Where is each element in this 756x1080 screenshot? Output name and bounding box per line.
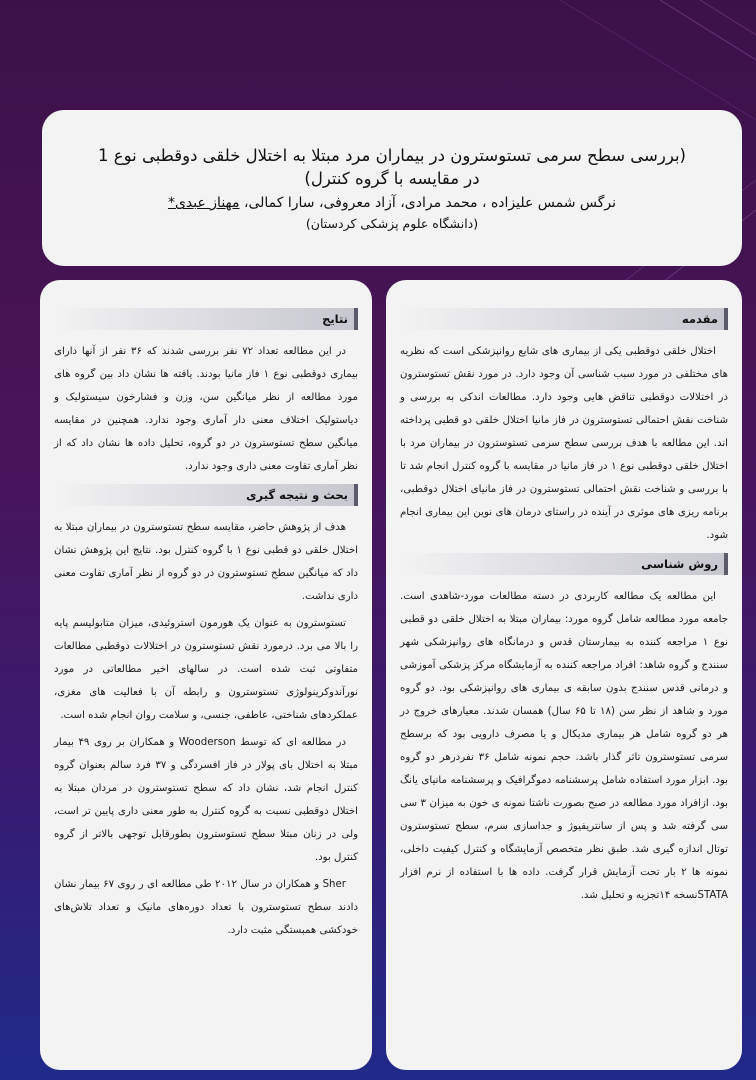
section-heading-methods: روش شناسی [400,553,728,575]
author-list: نرگس شمس علیزاده ، محمد مرادی، آزاد معروفی، سارا کمالی، [239,195,617,211]
discussion-paragraph: هدف از پژوهش حاضر، مقایسه سطح تستوسترون در بیماران مبتلا به اختلال خلقی دو قطبی نوع ۱ با گروه کنترل بود. نتایج این پژوهش نشان داد که میانگین سطح تستوسترون در دو گروه از نظر آماری تفاوت معنی داری نداشت. [54,522,359,602]
discussion-paragraph: تستوسترون به عنوان یک هورمون استروئیدی، میزان متابولیسم پایه را بالا می برد. درمورد نقش تستوسترون در اختلالات دوقطبی مطالعات متفاوتی ثبت شده است. در سالهای اخیر مطالعاتی در مورد نورآندوکرینولوژی تستوسترون و رابطه آن با فعالیت های مغزی، عملکردهای شناختی، عاطفی، جنسی، و سلامت روان انجام شده است. [54,618,358,721]
affiliation: (دانشگاه علوم پزشکی کردستان) [305,216,479,231]
section-heading-discussion: بحث و نتیجه گیری [54,484,358,506]
results-text: در این مطالعه تعداد ۷۲ نفر بررسی شدند که ۳۶ نفر از آنها دارای بیماری دوقطبی نوع ۱ فاز مانیا بودند. یافته ها نشان داد بین گروه های مورد مطالعه از نظر میانگین سن، وزن و فشارخون سیستولیک و دیاستولیک اختلاف معنی دار آماری وجود ندارد. همچنین در مقایسه میانگین سطح تستوسترون در دو گروه، تحلیل داده ها نشان داد که از نظر آماری تفاوت معنی داری وجود ندارد. [54,346,358,472]
discussion-paragraph: در مطالعه ای که توسط Wooderson و همکاران بر روی ۴۹ بیمار مبتلا به اختلال بای پولار در فاز افسردگی و ۳۷ فرد سالم بعنوان گروه کنترل انجام شد، نشان داد که سطح تستوسترون در مردان مبتلا به اختلال دوقطبی نسبت به گروه کنترل به طور معنی داری پایین تر است، ولی در زنان مبتلا سطح تستوسترون بطورقابل توجهی بالاتر از گروه کنترل بود. [54,737,358,863]
title-panel [42,110,742,266]
discussion-paragraph: Sher و همکاران در سال ۲۰۱۲ طی مطالعه ای ر روی ۶۷ بیمار نشان دادند سطح تستوسترون با تعداد دوره‌های مانیک و تعداد تلاش‌های خودکشی همبستگی مثبت دارد. [54,879,358,936]
corresponding-author: مهناز عبدی* [167,195,240,211]
methods-text: این مطالعه یک مطالعه کاربردی در دسته مطالعات مورد-شاهدی است. جامعه مورد مطالعه شامل گروه مورد: بیماران مبتلا به اختلال خلقی دو قطبی نوع ۱ مراجعه کننده به بیمارستان قدس و درمانگاه های روانپزشکی شهر سنندج و گروه شاهد: افراد مراجعه کننده به آزمایشگاه مرکز پزشکی آموزشی و درمانی قدس سنندج بدون سابقه ی بیماری های روانپزشکی بود. دو گروه مورد و شاهد از نظر سن (۱۸ تا ۶۵ سال) همسان شدند. معیارهای خروج در هر دو گروه شامل هر بیماری مدیکال و یا مصرف دارویی بود که برسطح سرمی تستوسترون تاثر گذار باشد. حجم نمونه شامل ۳۶ نفردرهر دو گروه بود. ابزار مورد استفاده شامل پرسشنامه دموگرافیک و پرسشنامه مانیای یانگ بود. ازافراد مورد مطالعه در صبح بصورت ناشتا نمونه ی خون به میزان ۳ سی سی گرفته شد و پس از سانتریفیوژ و جداسازی سرم، سطح تستوسترون توتال اندازه گیری شد. طبق نظر متخصص آزمایشگاه و کنترل کیفیت داخلی، نمونه ها ۲ بار تحت آزمایش قرار گرفت. داده ها با استفاده از نرم افزار STATAنسخه ۱۴تجزیه و تحلیل شد. [400,591,729,901]
left-column [40,280,372,1070]
right-column [386,280,742,1070]
intro-text: اختلال خلقی دوقطبی یکی از بیماری های شایع روانپزشکی است که نظریه های مختلفی در مورد سبب شناسی آن وجود دارد. در مورد نقش تستوسترون در اختلالات دوقطبی تناقض هایی وجود دارد. مطالعات اندکی به بررسی و شناخت نقش احتمالی تستوسترون در فاز مانیا اختلال خلقی دو قطبی پرداخته اند. این مطالعه با هدف بررسی سطح سرمی تستوسترون در بیماران مرد با اختلال خلقی دوقطبی نوع ۱ در فاز مانیا در مقایسه با گروه کنترل انجام شد تا با بررسی و شناخت نقش احتمالی تستوسترون در فاز مانیای اختلال دوقطبی، برنامه ریزی های موثری در آینده در راستای درمان های نوین این بیماری انجام شود. [400,346,728,541]
title-line-2: در مقایسه با گروه کنترل) [304,169,480,188]
section-heading-results: نتایج [54,308,358,330]
section-heading-intro: مقدمه [400,308,728,330]
title-line-1: (بررسی سطح سرمی تستوسترون در بیماران مرد مبتلا به اختلال خلقی دوقطبی نوع 1 [98,146,686,165]
authors [42,192,742,214]
